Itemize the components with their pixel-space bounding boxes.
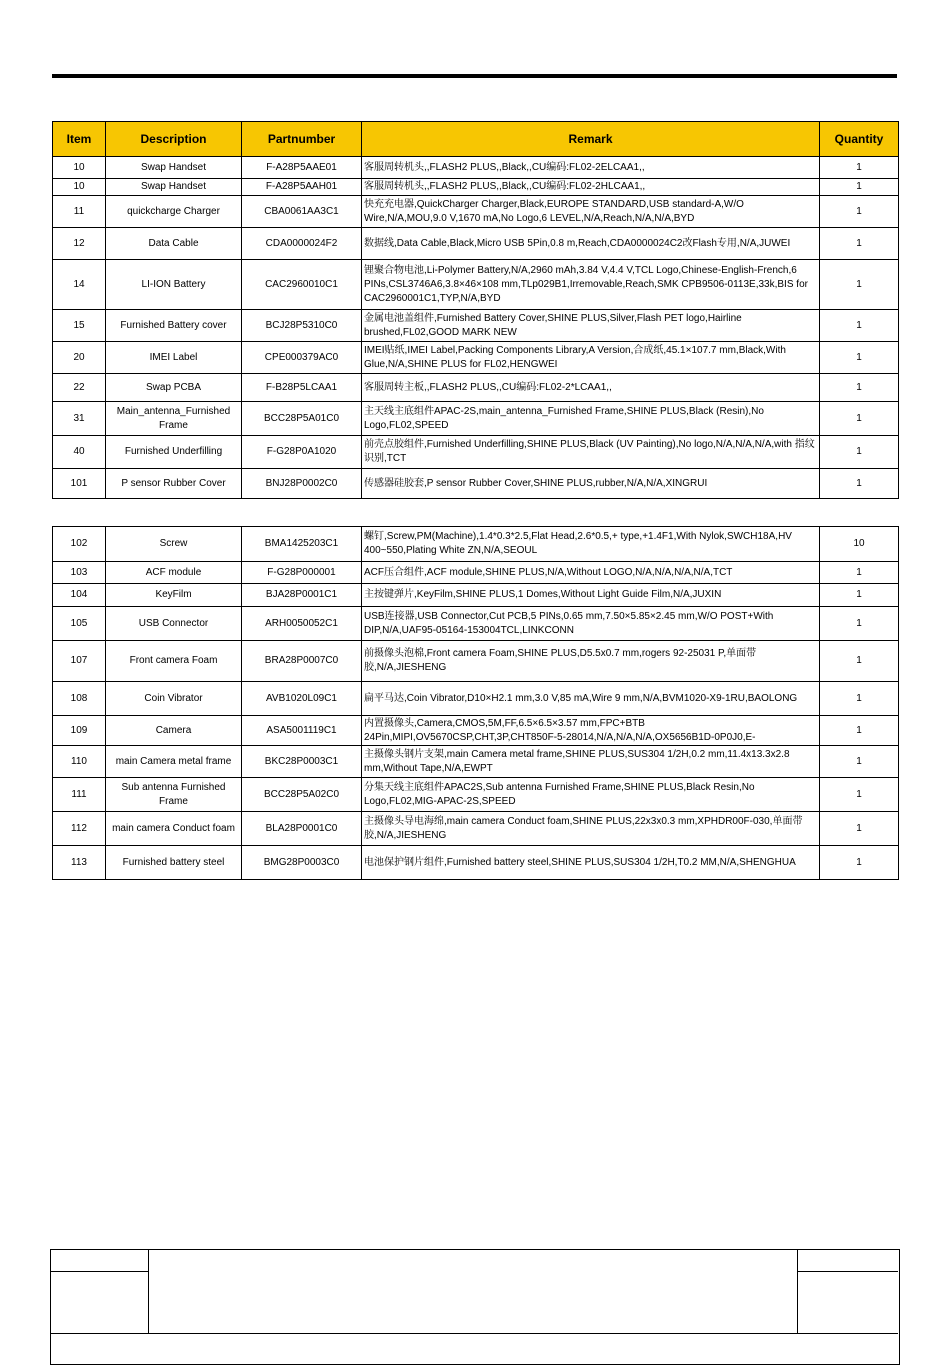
item-cell: 101: [53, 469, 106, 499]
description-cell: LI-ION Battery: [106, 260, 242, 310]
table-row: [53, 584, 899, 607]
item-cell: 108: [53, 682, 106, 716]
description-cell: Swap Handset: [106, 157, 242, 179]
quantity-cell: 1: [820, 584, 899, 607]
table-row: [53, 402, 899, 436]
table-row: [53, 846, 899, 880]
table-row: [53, 812, 899, 846]
table-row: [53, 342, 899, 374]
partnumber-cell: BMA1425203C1: [242, 527, 362, 562]
footer-divider: [51, 1333, 898, 1334]
item-cell: 15: [53, 310, 106, 342]
remark-cell: 传感器硅胶套,P sensor Rubber Cover,SHINE PLUS,rubber,N/A,N/A,XINGRUI: [362, 469, 820, 499]
item-cell: 107: [53, 641, 106, 682]
quantity-cell: 1: [820, 469, 899, 499]
footer-divider: [797, 1250, 798, 1333]
parts-table-1: [52, 121, 899, 499]
quantity-cell: 1: [820, 260, 899, 310]
item-cell: 103: [53, 562, 106, 584]
partnumber-cell: CPE000379AC0: [242, 342, 362, 374]
description-cell: Furnished Battery cover: [106, 310, 242, 342]
table-row: [53, 778, 899, 812]
item-cell: 113: [53, 846, 106, 880]
description-cell: quickcharge Charger: [106, 196, 242, 228]
remark-cell: 螺钉,Screw,PM(Machine),1.4*0.3*2.5,Flat Head,2.6*0.5,+ type,+1.4F1,With Nylok,SWCH18A,HV 400~550,Plating White ZN,N/A,SEOUL: [362, 527, 820, 562]
remark-cell: 主按键弹片,KeyFilm,SHINE PLUS,1 Domes,Without Light Guide Film,N/A,JUXIN: [362, 584, 820, 607]
remark-cell: IMEI贴纸,IMEI Label,Packing Components Library,A Version,合成纸,45.1×107.7 mm,Black,With Glue,N/A,SHINE PLUS for FL02,HENGWEI: [362, 342, 820, 374]
item-cell: 40: [53, 436, 106, 469]
description-cell: main camera Conduct foam: [106, 812, 242, 846]
header-partnumber: Partnumber: [242, 122, 362, 157]
description-cell: Coin Vibrator: [106, 682, 242, 716]
description-cell: Front camera Foam: [106, 641, 242, 682]
remark-cell: 分集天线主底组件APAC2S,Sub antenna Furnished Frame,SHINE PLUS,Black Resin,No Logo,FL02,MIG-APAC-2S,SPEED: [362, 778, 820, 812]
table-row: [53, 641, 899, 682]
quantity-cell: 10: [820, 527, 899, 562]
quantity-cell: 1: [820, 228, 899, 260]
partnumber-cell: CBA0061AA3C1: [242, 196, 362, 228]
item-cell: 20: [53, 342, 106, 374]
table-row: [53, 374, 899, 402]
item-cell: 104: [53, 584, 106, 607]
partnumber-cell: F-G28P000001: [242, 562, 362, 584]
remark-cell: USB连接器,USB Connector,Cut PCB,5 PINs,0.65 mm,7.50×5.85×2.45 mm,W/O POST+With DIP,N/A,UAF95-05164-153004TCL,LINKCONN: [362, 607, 820, 641]
partnumber-cell: F-G28P0A1020: [242, 436, 362, 469]
description-cell: Screw: [106, 527, 242, 562]
quantity-cell: 1: [820, 342, 899, 374]
table-row: [53, 157, 899, 179]
quantity-cell: 1: [820, 402, 899, 436]
item-cell: 22: [53, 374, 106, 402]
remark-cell: 数据线,Data Cable,Black,Micro USB 5Pin,0.8 m,Reach,CDA0000024C2改Flash专用,N/A,JUWEI: [362, 228, 820, 260]
remark-cell: 主天线主底组件APAC-2S,main_antenna_Furnished Frame,SHINE PLUS,Black (Resin),No Logo,FL02,SPEED: [362, 402, 820, 436]
partnumber-cell: CAC2960010C1: [242, 260, 362, 310]
partnumber-cell: CDA0000024F2: [242, 228, 362, 260]
partnumber-cell: BMG28P0003C0: [242, 846, 362, 880]
quantity-cell: 1: [820, 157, 899, 179]
description-cell: Furnished battery steel: [106, 846, 242, 880]
item-cell: 31: [53, 402, 106, 436]
remark-cell: 扁平马达,Coin Vibrator,D10×H2.1 mm,3.0 V,85 mA,Wire 9 mm,N/A,BVM1020-X9-1RU,BAOLONG: [362, 682, 820, 716]
remark-cell: 客服周转机头,,FLASH2 PLUS,,Black,,CU编码:FL02-2HLCAA1,,: [362, 179, 820, 196]
item-cell: 11: [53, 196, 106, 228]
description-cell: Data Cable: [106, 228, 242, 260]
remark-cell: 内置摄像头,Camera,CMOS,5M,FF,6.5×6.5×3.57 mm,FPC+BTB 24Pin,MIPI,OV5670CSP,CHT,3P,CHT850F-5-28014,N/A,N/A,N/A,OX5656B1D-0P0J0,E-: [362, 716, 820, 746]
table-header-row: [53, 122, 899, 157]
remark-cell: 金属电池盖组件,Furnished Battery Cover,SHINE PLUS,Silver,Flash PET logo,Hairline brushed,FL02,GOOD MARK NEW: [362, 310, 820, 342]
header-description: Description: [106, 122, 242, 157]
quantity-cell: 1: [820, 641, 899, 682]
partnumber-cell: AVB1020L09C1: [242, 682, 362, 716]
item-cell: 12: [53, 228, 106, 260]
partnumber-cell: F-B28P5LCAA1: [242, 374, 362, 402]
description-cell: Furnished Underfilling: [106, 436, 242, 469]
description-cell: main Camera metal frame: [106, 746, 242, 778]
description-cell: P sensor Rubber Cover: [106, 469, 242, 499]
remark-cell: 主摄像头钢片支架,main Camera metal frame,SHINE PLUS,SUS304 1/2H,0.2 mm,11.4x13.3x2.8 mm,Without Tape,N/A,EWPT: [362, 746, 820, 778]
table-row: [53, 179, 899, 196]
remark-cell: 快充充电器,QuickCharger Charger,Black,EUROPE STANDARD,USB standard-A,W/O Wire,N/A,MOU,9.0 V,1670 mA,No Logo,6 LEVEL,N/A,Reach,N/A,N/A,BYD: [362, 196, 820, 228]
partnumber-cell: BCJ28P5310C0: [242, 310, 362, 342]
quantity-cell: 1: [820, 179, 899, 196]
partnumber-cell: ARH0050052C1: [242, 607, 362, 641]
table-row: [53, 607, 899, 641]
header-item: Item: [53, 122, 106, 157]
remark-cell: 客服周转主板,,FLASH2 PLUS,,CU编码:FL02-2*LCAA1,,: [362, 374, 820, 402]
partnumber-cell: BLA28P0001C0: [242, 812, 362, 846]
description-cell: Main_antenna_Furnished Frame: [106, 402, 242, 436]
description-cell: Camera: [106, 716, 242, 746]
item-cell: 110: [53, 746, 106, 778]
item-cell: 10: [53, 179, 106, 196]
partnumber-cell: BKC28P0003C1: [242, 746, 362, 778]
item-cell: 111: [53, 778, 106, 812]
quantity-cell: 1: [820, 778, 899, 812]
partnumber-cell: BCC28P5A02C0: [242, 778, 362, 812]
footer-divider: [148, 1250, 149, 1333]
table-row: [53, 527, 899, 562]
item-cell: 112: [53, 812, 106, 846]
parts-table-2: [52, 526, 899, 880]
top-rule: [52, 74, 897, 78]
quantity-cell: 1: [820, 812, 899, 846]
table-row: [53, 436, 899, 469]
footer-divider: [51, 1271, 148, 1272]
table-row: [53, 228, 899, 260]
item-cell: 14: [53, 260, 106, 310]
description-cell: Sub antenna Furnished Frame: [106, 778, 242, 812]
table-row: [53, 310, 899, 342]
item-cell: 102: [53, 527, 106, 562]
partnumber-cell: BNJ28P0002C0: [242, 469, 362, 499]
quantity-cell: 1: [820, 682, 899, 716]
partnumber-cell: BJA28P0001C1: [242, 584, 362, 607]
partnumber-cell: F-A28P5AAE01: [242, 157, 362, 179]
remark-cell: 前摄像头泡棉,Front camera Foam,SHINE PLUS,D5.5x0.7 mm,rogers 92-25031 P,单面带胶,N/A,JIESHENG: [362, 641, 820, 682]
footer-title-block: [50, 1249, 900, 1365]
quantity-cell: 1: [820, 846, 899, 880]
table-row: [53, 562, 899, 584]
item-cell: 109: [53, 716, 106, 746]
quantity-cell: 1: [820, 374, 899, 402]
quantity-cell: 1: [820, 716, 899, 746]
table-row: [53, 469, 899, 499]
quantity-cell: 1: [820, 436, 899, 469]
description-cell: ACF module: [106, 562, 242, 584]
remark-cell: 主摄像头导电海绵,main camera Conduct foam,SHINE PLUS,22x3x0.3 mm,XPHDR00F-030,单面带胶,N/A,JIESHENG: [362, 812, 820, 846]
description-cell: Swap PCBA: [106, 374, 242, 402]
remark-cell: 前壳点胶组件,Furnished Underfilling,SHINE PLUS,Black (UV Painting),No logo,N/A,N/A,N/A,with 指纹识别,TCT: [362, 436, 820, 469]
partnumber-cell: ASA5001119C1: [242, 716, 362, 746]
remark-cell: 锂聚合物电池,Li-Polymer Battery,N/A,2960 mAh,3.84 V,4.4 V,TCL Logo,Chinese-English-French,6 PINs,CSL3746A6,3.8×46×108 mm,TLp029B1,Irremovable,Reach,SMK CPB9506-0113E,33k,BIS for CAC2960001C1,TYP,N/A,BYD: [362, 260, 820, 310]
description-cell: Swap Handset: [106, 179, 242, 196]
footer-divider: [797, 1271, 898, 1272]
header-quantity: Quantity: [820, 122, 899, 157]
partnumber-cell: F-A28P5AAH01: [242, 179, 362, 196]
table-row: [53, 716, 899, 746]
table-row: [53, 260, 899, 310]
quantity-cell: 1: [820, 310, 899, 342]
item-cell: 105: [53, 607, 106, 641]
description-cell: KeyFilm: [106, 584, 242, 607]
partnumber-cell: BRA28P0007C0: [242, 641, 362, 682]
remark-cell: 电池保护钢片组件,Furnished battery steel,SHINE PLUS,SUS304 1/2H,T0.2 MM,N/A,SHENGHUA: [362, 846, 820, 880]
quantity-cell: 1: [820, 746, 899, 778]
table-row: [53, 196, 899, 228]
partnumber-cell: BCC28P5A01C0: [242, 402, 362, 436]
quantity-cell: 1: [820, 607, 899, 641]
quantity-cell: 1: [820, 562, 899, 584]
table-row: [53, 746, 899, 778]
remark-cell: 客服周转机头,,FLASH2 PLUS,,Black,,CU编码:FL02-2ELCAA1,,: [362, 157, 820, 179]
item-cell: 10: [53, 157, 106, 179]
description-cell: IMEI Label: [106, 342, 242, 374]
table-row: [53, 682, 899, 716]
remark-cell: ACF压合组件,ACF module,SHINE PLUS,N/A,Without LOGO,N/A,N/A,N/A,N/A,TCT: [362, 562, 820, 584]
header-remark: Remark: [362, 122, 820, 157]
description-cell: USB Connector: [106, 607, 242, 641]
quantity-cell: 1: [820, 196, 899, 228]
